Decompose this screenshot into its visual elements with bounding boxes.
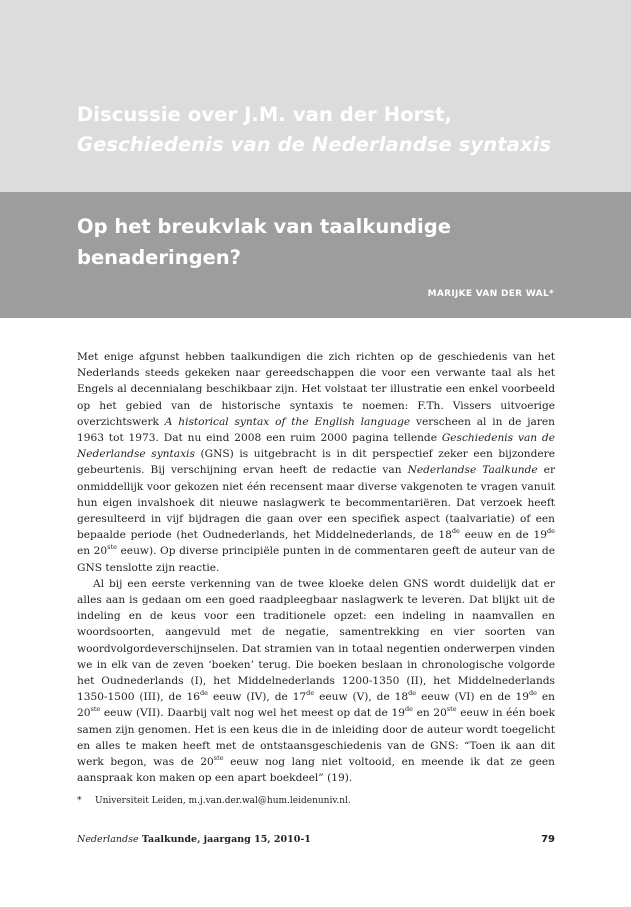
paragraph-1: Met enige afgunst hebben taalkundigen die zich richten op de geschiedenis van het Nederlands steeds gekeken naar gereedschappen die voor een verwante taal als het Engels al decennialang beschikbaar zijn. Het volstaat ter illustratie een enkel voorbeeld op het gebied van de historische syntaxis te noemen: F.Th. Vissers uitvoerige overzichtswerk A historical syntax of the English language verscheen al in de jaren 1963 tot 1973. Dat nu eind 2008 een ruim 2000 pagina tellende Geschiedenis van de Nederlandse syntaxis (GNS) is uitgebracht is in dit perspectief zeker een bijzondere gebeurtenis. Bij verschijning ervan heeft de redactie van Nederlandse Taalkunde er onmiddellijk voor gekozen niet één recensent maar diverse vakgenoten te vragen vanuit hun eigen invalshoek dit nieuwe naslagwerk te becommentariëren. Dat verzoek heeft geresulteerd in vijf bijdragen die gaan over een specifiek aspect (taalvariatie) of een bepaalde periode (het Oudnederlands, het Middelnederlands, de 18de eeuw en de 19de en 20ste eeuw). Op diverse principiële punten in de commentaren geeft de auteur van de GNS tenslotte zijn reactie. [77, 351, 556, 574]
journal-citation: Taalkunde, jaargang 15, 2010-1 [138, 834, 311, 845]
header-band-light [0, 0, 631, 192]
footnote [77, 796, 351, 806]
author-name: MARIJKE VAN DER WAL [427, 289, 549, 299]
article-body [77, 349, 555, 786]
discussion-heading [77, 100, 617, 160]
article-author [428, 289, 554, 299]
paragraph-2: Al bij een eerste verkenning van de twee kloeke delen GNS wordt duidelijk dat er alles aan is gedaan om een goed raadpleegbaar naslagwerk te leveren. Dat blijkt uit de indeling en de keus voor een traditionele opzet: een indeling in naamvallen en woordsoorten, aangevuld met de negatie, samentrekking en vier soorten van woordvolgordeverschijnselen. Dat stramien van in totaal negentien onderwerpen vinden we in elk van de zeven ‘boeken’ terug. Die boeken beslaan in chronologische volgorde het Oudnederlands (I), het Middelnederlands 1200-1350 (II), het Middelnederlands 1350-1500 (III), de 16de eeuw (IV), de 17de eeuw (V), de 18de eeuw (VI) en de 19de en 20ste eeuw (VII). Daarbij valt nog wel het meest op dat de 19de en 20ste eeuw in één boek samen zijn genomen. Het is een keus die in de inleiding door de auteur wordt toegelicht en alles te maken heeft met de ontstaansgeschiedenis van de GNS: “Toen ik aan dit werk begon, was de 20ste eeuw nog lang niet voltooid, en meende ik dat ze geen aanspraak kon maken op een apart boekdeel” (19). [77, 577, 555, 785]
discussion-heading-book-title: Geschiedenis van de Nederlandse syntaxis [77, 133, 552, 156]
page-footer [77, 834, 555, 845]
author-footnote-mark: * [548, 289, 554, 299]
page-number: 79 [541, 834, 555, 845]
discussion-heading-line1: Discussie over J.M. van der Horst, [77, 103, 453, 126]
article-title: Op het breukvlak van taalkundige benaderingen? [77, 215, 451, 269]
footnote-mark: * [77, 796, 82, 806]
footnote-text: Universiteit Leiden, m.j.van.der.wal@hum.leidenuniv.nl. [95, 796, 351, 806]
journal-name-italic: Nederlandse [77, 834, 139, 845]
